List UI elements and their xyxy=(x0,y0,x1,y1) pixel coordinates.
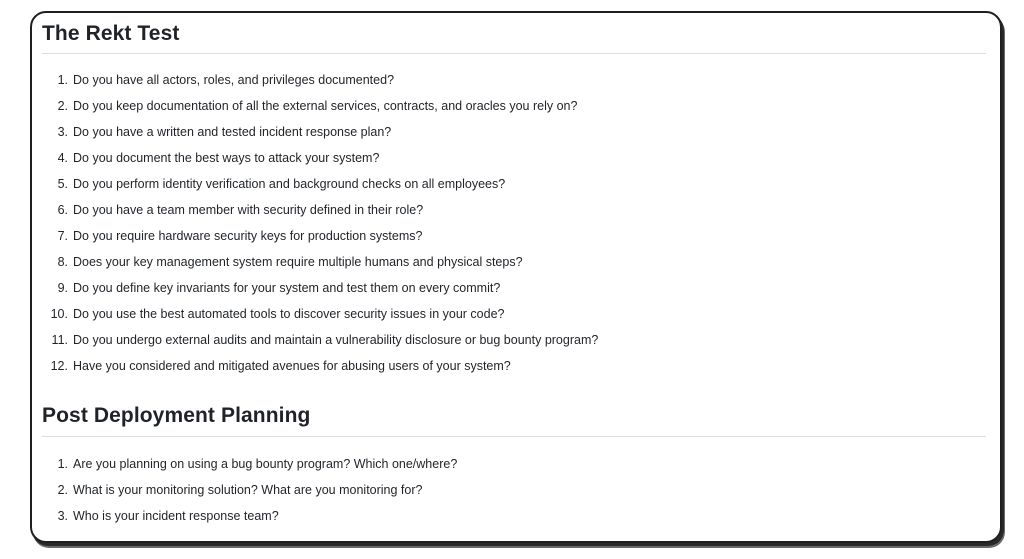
list-item xyxy=(0,278,960,304)
list-item xyxy=(0,174,960,200)
list-item xyxy=(0,122,960,148)
item-text: Do you perform identity verification and background checks on all employees? xyxy=(73,177,506,191)
item-number: 2. xyxy=(57,483,68,497)
item-number: 1. xyxy=(57,73,68,87)
list-item xyxy=(0,356,960,382)
list-item xyxy=(0,480,960,506)
item-text: Do you keep documentation of all the external services, contracts, and oracles you rely on? xyxy=(73,99,578,113)
list-item xyxy=(0,148,960,174)
item-text: Are you planning on using a bug bounty program? Which one/where? xyxy=(73,457,458,471)
item-number: 10. xyxy=(50,307,68,321)
list-item xyxy=(0,252,960,278)
item-number: 6. xyxy=(57,203,68,217)
item-text: Do you require hardware security keys for production systems? xyxy=(73,229,423,243)
item-number: 3. xyxy=(57,509,68,523)
item-text: Do you have all actors, roles, and privileges documented? xyxy=(73,73,395,87)
list-item xyxy=(0,70,960,96)
item-text: Do you define key invariants for your system and test them on every commit? xyxy=(73,281,501,295)
post-deployment-list xyxy=(0,454,960,532)
section-title-rekt-test: The Rekt Test xyxy=(42,22,180,45)
section-title-post-deployment: Post Deployment Planning xyxy=(42,404,311,427)
item-text: Do you document the best ways to attack your system? xyxy=(73,151,380,165)
list-item xyxy=(0,506,960,532)
item-text: Have you considered and mitigated avenues for abusing users of your system? xyxy=(73,359,511,373)
item-text: Who is your incident response team? xyxy=(73,509,279,523)
rekt-test-list xyxy=(0,70,960,382)
item-number: 4. xyxy=(57,151,68,165)
list-item xyxy=(0,200,960,226)
item-text: Do you have a team member with security defined in their role? xyxy=(73,203,424,217)
item-number: 3. xyxy=(57,125,68,139)
item-number: 5. xyxy=(57,177,68,191)
item-text: Do you undergo external audits and maintain a vulnerability disclosure or bug bounty program? xyxy=(73,333,599,347)
item-text: Do you have a written and tested incident response plan? xyxy=(73,125,392,139)
list-item xyxy=(0,226,960,252)
item-number: 1. xyxy=(57,457,68,471)
item-number: 8. xyxy=(57,255,68,269)
item-number: 12. xyxy=(50,359,68,373)
item-text: Does your key management system require multiple humans and physical steps? xyxy=(73,255,523,269)
item-number: 9. xyxy=(57,281,68,295)
list-item xyxy=(0,454,960,480)
item-number: 11. xyxy=(51,333,68,347)
item-text: What is your monitoring solution? What are you monitoring for? xyxy=(73,483,423,497)
section-divider xyxy=(42,53,986,54)
item-text: Do you use the best automated tools to discover security issues in your code? xyxy=(73,307,505,321)
section-divider xyxy=(42,436,986,437)
list-item xyxy=(0,304,960,330)
item-number: 7. xyxy=(57,229,68,243)
list-item xyxy=(0,96,960,122)
item-number: 2. xyxy=(57,99,68,113)
list-item xyxy=(0,330,960,356)
